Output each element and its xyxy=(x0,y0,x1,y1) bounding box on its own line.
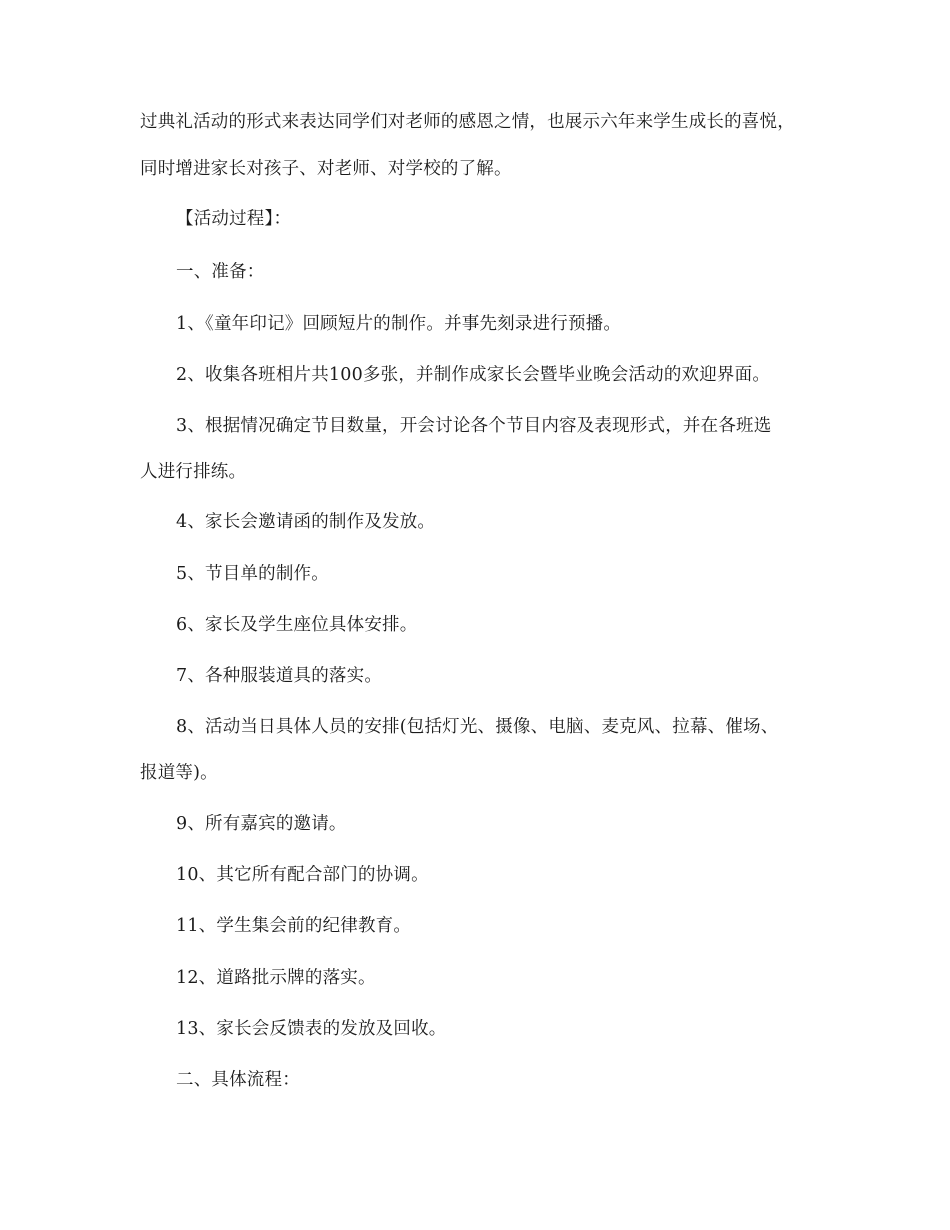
subsection-heading-preparation: 一、准备： xyxy=(176,262,265,282)
prep-item-13: 13、家长会反馈表的发放及回收。 xyxy=(176,1019,447,1039)
paragraph-intro-line-2: 同时增进家长对孩子、对老师、对学校的了解。 xyxy=(140,159,512,179)
prep-item-10: 10、其它所有配合部门的协调。 xyxy=(176,865,429,885)
prep-item-12: 12、道路批示牌的落实。 xyxy=(176,968,376,988)
prep-item-3-line-1: 3、根据情况确定节目数量，开会讨论各个节目内容及表现形式，并在各班选 xyxy=(176,416,772,436)
prep-item-7: 7、各种服装道具的落实。 xyxy=(176,666,383,686)
prep-item-9: 9、所有嘉宾的邀请。 xyxy=(176,814,347,834)
prep-item-4: 4、家长会邀请函的制作及发放。 xyxy=(176,512,436,532)
prep-item-2: 2、收集各班相片共100多张，并制作成家长会暨毕业晚会活动的欢迎界面。 xyxy=(176,365,771,385)
prep-item-5: 5、节目单的制作。 xyxy=(176,564,329,584)
prep-item-11: 11、学生集会前的纪律教育。 xyxy=(176,916,412,936)
paragraph-intro-line-1: 过典礼活动的形式来表达同学们对老师的感恩之情，也展示六年来学生成长的喜悦， xyxy=(140,112,795,132)
prep-item-8-line-2: 报道等)。 xyxy=(140,763,218,783)
prep-item-6: 6、家长及学生座位具体安排。 xyxy=(176,615,418,635)
section-heading-activity: 【活动过程】： xyxy=(176,209,292,229)
prep-item-1: 1、《童年印记》回顾短片的制作。并事先刻录进行预播。 xyxy=(176,314,622,334)
prep-item-3-line-2: 人进行排练。 xyxy=(140,462,247,482)
subsection-heading-process: 二、具体流程： xyxy=(176,1070,300,1090)
prep-item-8-line-1: 8、活动当日具体人员的安排(包括灯光、摄像、电脑、麦克风、拉幕、催场、 xyxy=(176,717,779,737)
